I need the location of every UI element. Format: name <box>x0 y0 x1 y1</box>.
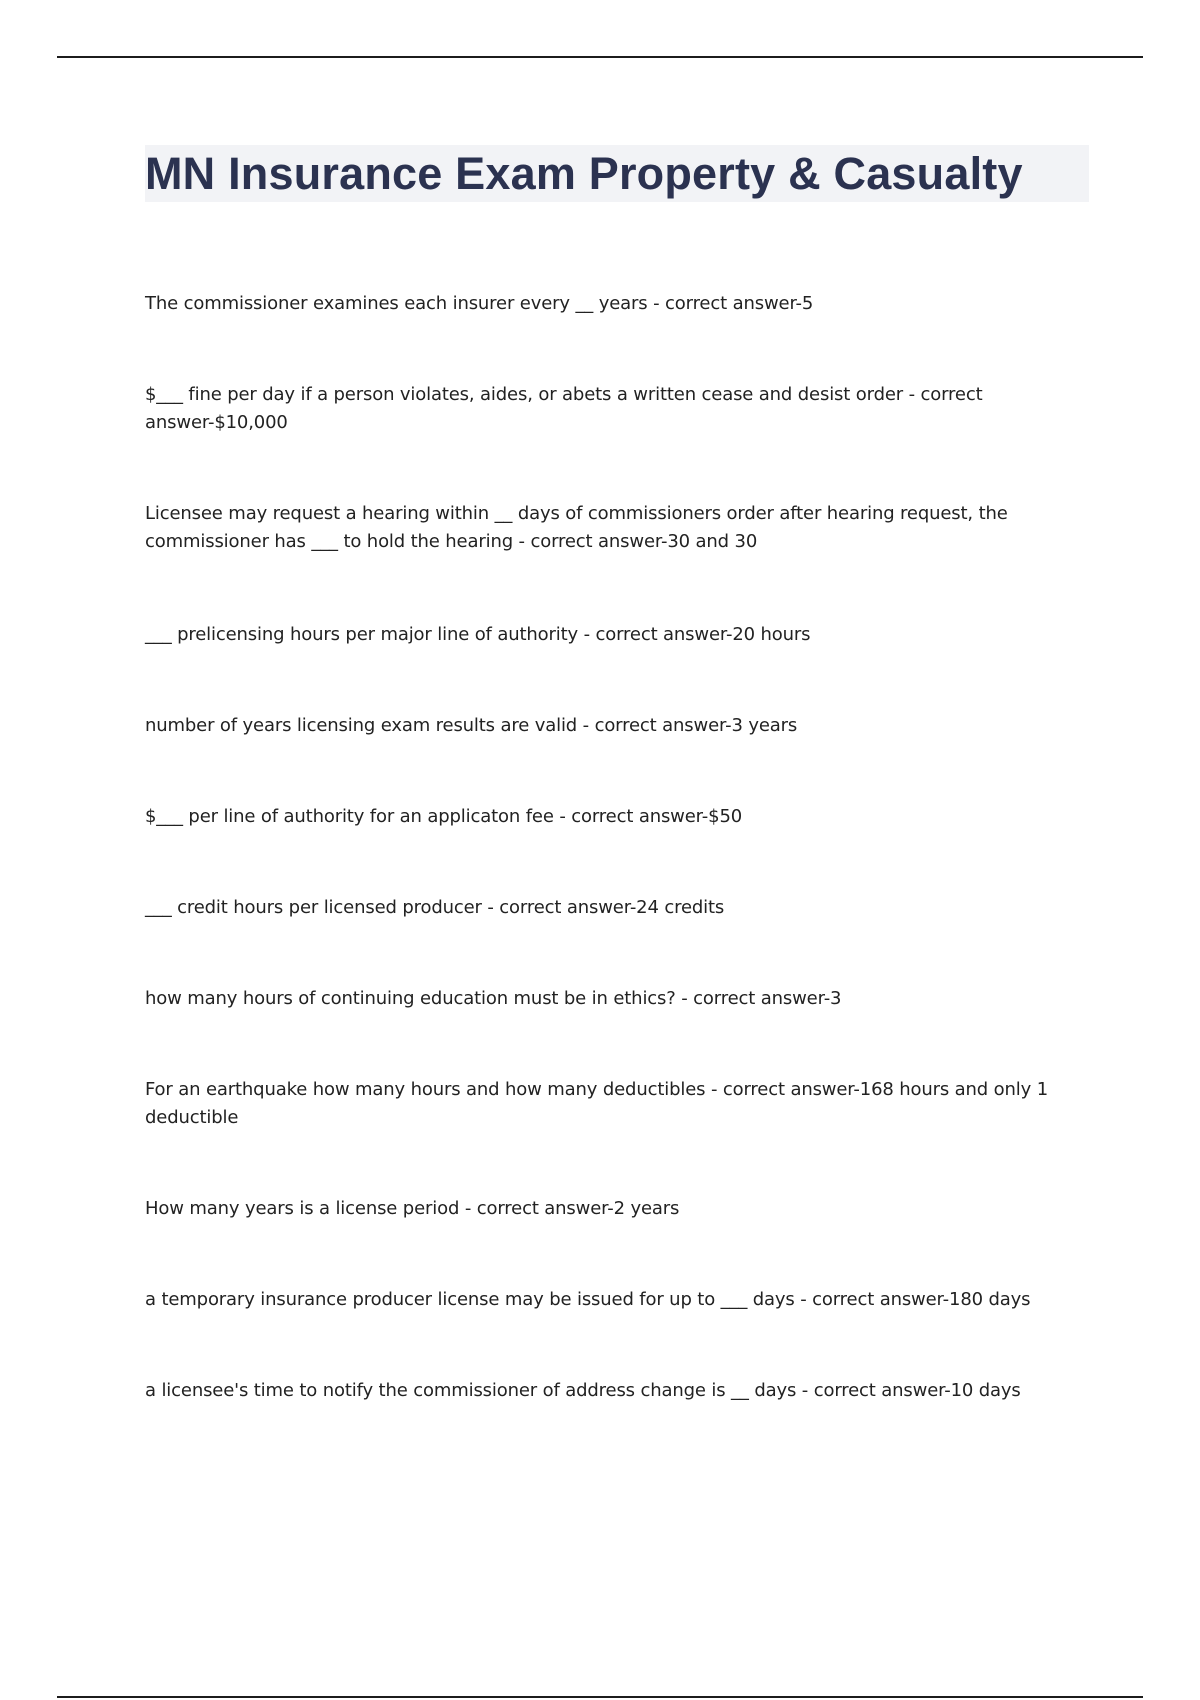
question-text: ___ prelicensing hours per major line of authority - <box>145 624 596 645</box>
answer-label: correct answer - <box>814 1380 951 1401</box>
answer-label: correct answer - <box>499 897 636 918</box>
question-text: The commissioner examines each insurer every __ years - <box>145 293 665 314</box>
qa-item <box>145 500 1075 556</box>
answer-text: 24 credits <box>636 897 725 918</box>
question-text: Licensee may request a hearing within __ days of commissioners order after hearing request, the commissioner has ___ to hold the hearing - <box>145 503 1008 552</box>
bottom-rule <box>57 1696 1143 1698</box>
answer-text: $10,000 <box>214 412 288 433</box>
qa-item <box>145 985 1075 1013</box>
qa-item <box>145 621 1075 649</box>
answer-text: 3 years <box>731 715 798 736</box>
answer-label: correct answer - <box>571 806 708 827</box>
question-text: how many hours of continuing education must be in ethics? - <box>145 988 693 1009</box>
answer-text: 10 days <box>950 1380 1021 1401</box>
qa-item <box>145 381 1075 437</box>
qa-item <box>145 1377 1075 1405</box>
answer-label: correct answer - <box>723 1079 860 1100</box>
answer-text: 180 days <box>949 1289 1031 1310</box>
answer-label: correct answer - <box>477 1198 614 1219</box>
question-text: ___ credit hours per licensed producer - <box>145 897 499 918</box>
answer-text: 20 hours <box>732 624 811 645</box>
question-text: $___ fine per day if a person violates, aides, or abets a written cease and desist order - <box>145 384 921 405</box>
answer-label: correct answer - <box>145 384 983 433</box>
page-title: MN Insurance Exam Property & Casualty <box>145 148 1023 199</box>
answer-text: 30 and 30 <box>667 531 758 552</box>
answer-label: correct answer - <box>812 1289 949 1310</box>
qa-item <box>145 1076 1075 1132</box>
answer-label: correct answer - <box>596 624 733 645</box>
question-text: How many years is a license period - <box>145 1198 477 1219</box>
question-text: number of years licensing exam results are valid - <box>145 715 595 736</box>
answer-text: 168 hours and only 1 deductible <box>145 1079 1049 1128</box>
answer-label: correct answer - <box>530 531 667 552</box>
answer-text: 2 years <box>613 1198 680 1219</box>
answer-text: 5 <box>801 293 814 314</box>
qa-item <box>145 894 1075 922</box>
answer-text: 3 <box>830 988 842 1009</box>
title-highlight <box>145 145 1089 202</box>
question-text: a licensee's time to notify the commissioner of address change is __ days - <box>145 1380 814 1401</box>
question-text: For an earthquake how many hours and how many deductibles - <box>145 1079 723 1100</box>
answer-label: correct answer - <box>665 293 802 314</box>
question-text: $___ per line of authority for an applicaton fee - <box>145 806 571 827</box>
qa-item <box>145 1195 1075 1223</box>
qa-item <box>145 290 1075 318</box>
answer-text: $50 <box>708 806 743 827</box>
question-text: a temporary insurance producer license may be issued for up to ___ days - <box>145 1289 812 1310</box>
qa-item <box>145 712 1075 740</box>
top-rule <box>57 56 1143 58</box>
qa-item <box>145 803 1075 831</box>
answer-label: correct answer - <box>595 715 732 736</box>
qa-item <box>145 1286 1075 1314</box>
answer-label: correct answer - <box>693 988 830 1009</box>
